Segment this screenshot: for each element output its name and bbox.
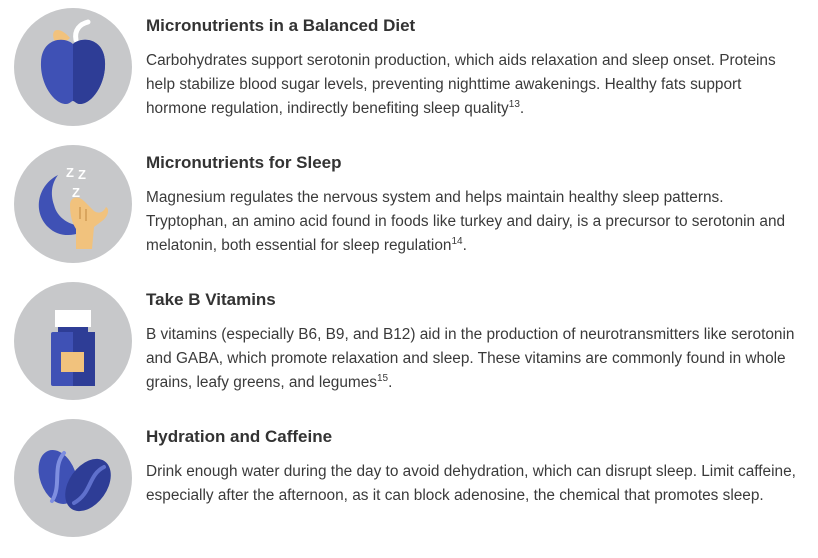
item-text: B vitamins (especially B6, B9, and B12) aid in the production of neurotransmitters like serotonin and GABA, which promote relaxation and sleep. These vitamins are commonly found in whole grains, leafy greens, and legumes$^{15}$.	[146, 326, 795, 391]
item-title: Micronutrients for Sleep	[146, 153, 342, 172]
citation-ref: 14	[451, 235, 463, 247]
list-item-balanced-diet	[0, 0, 818, 136]
item-text: Drink enough water during the day to avoid dehydration, which can disrupt sleep. Limit caffeine, especially after the afternoon, as it can block adenosine, the chemical that promotes sleep.	[146, 463, 796, 504]
citation-ref: 13	[508, 98, 520, 110]
item-title: Take B Vitamins	[146, 290, 276, 309]
sleep-letter: Z	[66, 165, 74, 180]
vitamin-bottle-icon	[14, 282, 132, 400]
sleep-letter: Z	[72, 185, 80, 200]
sleep-letter: Z	[78, 167, 86, 182]
item-text: Carbohydrates support serotonin production, which aids relaxation and sleep onset. Proteins help stabilize blood sugar levels, preventing nighttime awakenings. Healthy fats support hormone regulation, indirectly benefiting sleep quality$^{13}$.	[146, 52, 776, 117]
list-item-hydration	[0, 411, 818, 547]
citation-ref: 15	[377, 372, 389, 384]
apple-icon	[14, 8, 132, 126]
coffee-beans-icon	[14, 419, 132, 537]
item-title: Hydration and Caffeine	[146, 427, 333, 446]
sleep-moon-icon	[14, 145, 132, 263]
list-item-b-vitamins	[0, 274, 818, 410]
item-title: Micronutrients in a Balanced Diet	[146, 16, 416, 35]
list-item-sleep	[0, 137, 818, 273]
item-text: Magnesium regulates the nervous system and helps maintain healthy sleep patterns. Tryptophan, an amino acid found in foods like turkey and dairy, is a precursor to serotonin and melatonin, both essential for sleep regulation$^{14}$.	[146, 189, 786, 254]
